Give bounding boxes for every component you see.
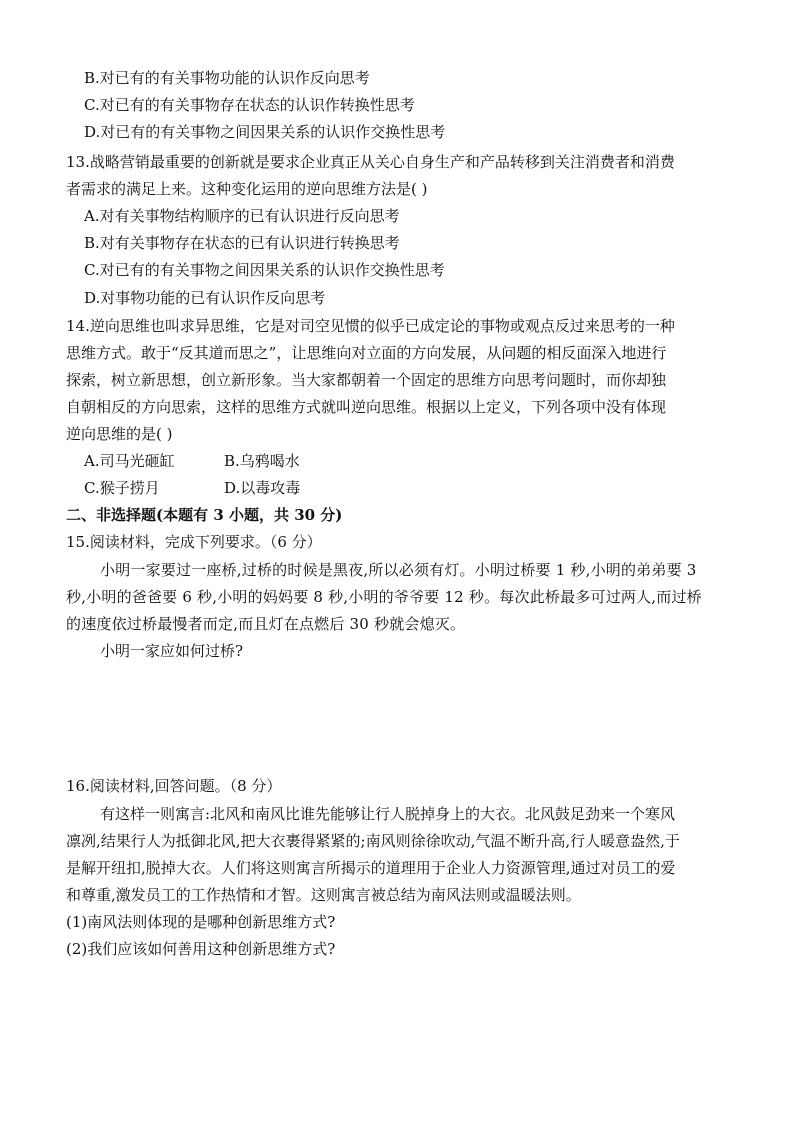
q16-question-2: (2)我们应该如何善用这种创新思维方式? xyxy=(66,940,336,958)
q13-option-b: B.对有关事物存在状态的已有认识进行转换思考 xyxy=(84,234,400,252)
q16-question-1: (1)南风法则体现的是哪种创新思维方式? xyxy=(66,913,336,931)
q13-stem-line-2: 者需求的满足上来。这种变化运用的逆向思维方法是( ) xyxy=(66,180,428,198)
q14-stem-line-3: 探索，树立新思想，创立新形象。当大家都朝着一个固定的思维方向思考问题时，而你却独 xyxy=(66,371,667,389)
q14-stem-line-5: 逆向思维的是( ) xyxy=(66,425,173,443)
q12-option-d: D.对已有的有关事物之间因果关系的认识作交换性思考 xyxy=(84,123,446,141)
q14-option-a: A.司马光砸缸 xyxy=(84,452,175,470)
q13-stem-line-1: 13.战略营销最重要的创新就是要求企业真正从关心自身生产和产品转移到关注消费者和消费 xyxy=(66,153,675,171)
q13-option-d: D.对事物功能的已有认识作反向思考 xyxy=(84,289,326,307)
section-2-heading: 二、非选择题(本题有 3 小题，共 30 分) xyxy=(66,506,343,524)
q15-question: 小明一家应如何过桥? xyxy=(100,642,244,660)
q12-option-b: B.对已有的有关事物功能的认识作反向思考 xyxy=(84,69,370,87)
q16-passage-line-3: 是解开纽扣,脱掉大衣。人们将这则寓言所揭示的道理用于企业人力资源管理,通过对员工的爱 xyxy=(66,859,676,877)
q16-passage-line-2: 凛冽,结果行人为抵御北风,把大衣裹得紧紧的;南风则徐徐吹动,气温不断升高,行人暖意盎然,于 xyxy=(66,832,680,850)
q14-options-row-2 xyxy=(84,478,300,498)
q12-option-c: C.对已有的有关事物存在状态的认识作转换性思考 xyxy=(84,96,415,114)
q15-stem: 15.阅读材料，完成下列要求。（6 分） xyxy=(66,533,322,551)
q16-passage-line-1: 有这样一则寓言:北风和南风比谁先能够让行人脱掉身上的大衣。北风鼓足劲来一个寒风 xyxy=(100,805,676,823)
q16-stem: 16.阅读材料,回答问题。（8 分） xyxy=(66,777,282,795)
q14-option-b: B.乌鸦喝水 xyxy=(224,452,300,470)
q14-stem-line-2: 思维方式。敢于“反其道而思之”，让思维向对立面的方向发展，从问题的相反面深入地进行 xyxy=(66,344,667,362)
q15-passage-line-2: 秒,小明的爸爸要 6 秒,小明的妈妈要 8 秒,小明的爷爷要 12 秒。每次此桥最多可过两人,而过桥 xyxy=(66,588,702,606)
q13-option-a: A.对有关事物结构顺序的已有认识进行反向思考 xyxy=(84,207,400,225)
q13-option-c: C.对已有的有关事物之间因果关系的认识作交换性思考 xyxy=(84,261,445,279)
q15-passage-line-3: 的速度依过桥最慢者而定,而且灯在点燃后 30 秒就会熄灭。 xyxy=(66,615,466,633)
q15-passage-line-1: 小明一家要过一座桥,过桥的时候是黑夜,所以必须有灯。小明过桥要 1 秒,小明的弟弟要 3 xyxy=(100,561,697,579)
q16-passage-line-4: 和尊重,激发员工的工作热情和才智。这则寓言被总结为南风法则或温暖法则。 xyxy=(66,886,581,904)
q14-option-d: D.以毒攻毒 xyxy=(224,479,301,497)
q14-options-row-1 xyxy=(84,451,300,471)
q14-stem-line-1: 14.逆向思维也叫求异思维，它是对司空见惯的似乎已成定论的事物或观点反过来思考的一种 xyxy=(66,317,675,335)
q14-stem-line-4: 自朝相反的方向思索，这样的思维方式就叫逆向思维。根据以上定义，下列各项中没有体现 xyxy=(66,398,667,416)
q14-option-c: C.猴子捞月 xyxy=(84,479,160,497)
